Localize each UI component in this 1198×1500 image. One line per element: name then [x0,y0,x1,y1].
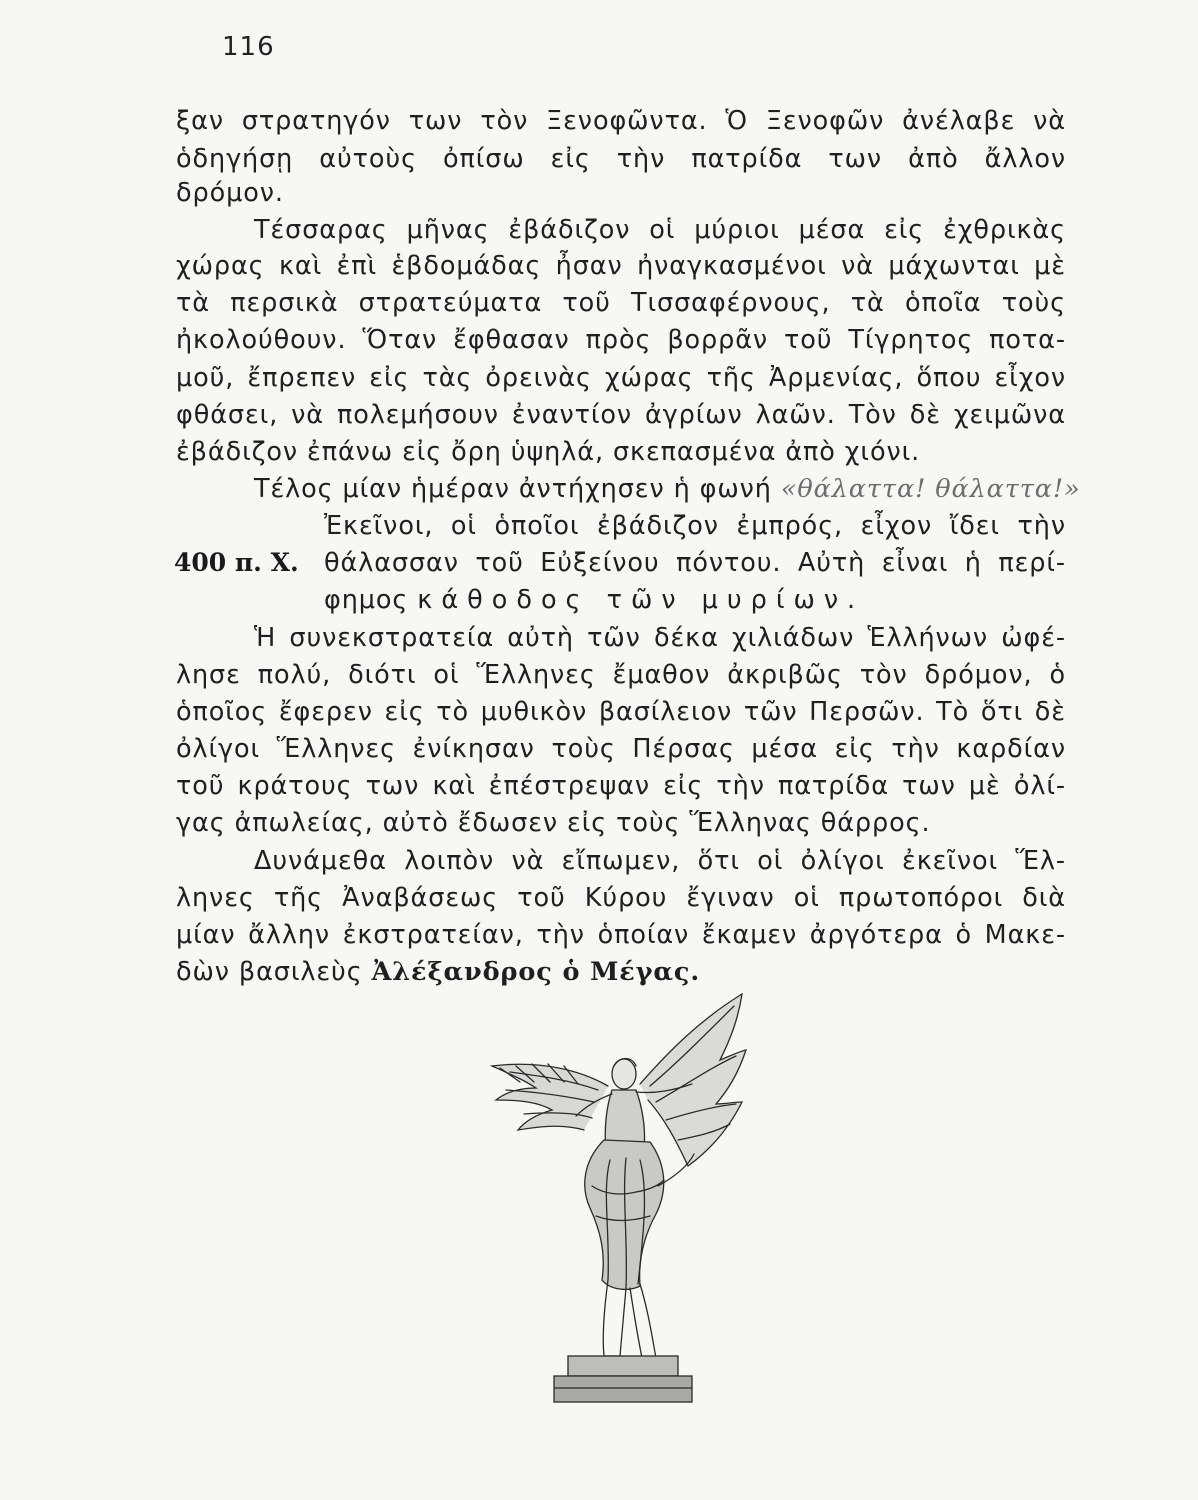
text-line: ἠκολούθουν. Ὅταν ἔφθασαν πρὸς βορρᾶν τοῦ Τίγρητος ποτα- [176,325,1066,355]
text-line: ὁδηγήσῃ αὐτοὺς ὀπίσω εἰς τὴν πατρίδα των ἀπὸ ἄλλον [176,144,1066,174]
margin-date-note: 400 π. Χ. [174,548,299,577]
text-segment: φημος [324,585,409,615]
text-line: τὰ περσικὰ στρατεύματα τοῦ Τισσαφέρνους, τὰ ὁποῖα τοὺς [176,288,1066,318]
text-line: μίαν ἄλλην ἐκστρατείαν, τὴν ὁποίαν ἔκαμεν ἀργότερα ὁ Μακε- [176,920,1066,950]
text-line: Ἐκεῖνοι, οἱ ὁποῖοι ἐβάδιζον ἐμπρός, εἶχον ἴδει τὴν [324,511,1066,541]
text-line [176,954,1066,990]
text-line: ἐβάδιζον ἐπάνω εἰς ὄρη ὑψηλά, σκεπασμένα ἀπὸ χιόνι. [176,437,921,467]
text-line: Ἡ συνεκστρατεία αὐτὴ τῶν δέκα χιλιάδων Ἑλλήνων ὠφέ- [254,623,1066,653]
text-line [324,582,1066,618]
page-number: 116 [222,32,275,62]
text-line: δρόμον. [176,178,284,208]
text-line: ξαν στρατηγόν των τὸν Ξενοφῶντα. Ὁ Ξενοφῶν ἀνέλαβε νὰ [176,106,1066,136]
winged-victory-statue-icon [480,990,760,1410]
text-line: μοῦ, ἔπρεπεν εἰς τὰς ὀρεινὰς χώρας τῆς Ἀρμενίας, ὅπου εἶχον [176,363,1066,393]
bold-name: Ἀλέξανδρος ὁ Μέγας. [371,957,701,987]
text-segment: δὼν βασιλεὺς [176,957,363,987]
text-line: λησε πολύ, διότι οἱ Ἕλληνες ἔμαθον ἀκριβῶς τὸν δρόμον, ὁ [176,660,1066,690]
text-line: Δυνάμεθα λοιπὸν νὰ εἴπωμεν, ὅτι οἱ ὀλίγοι ἐκεῖνοι Ἕλ- [254,846,1066,876]
text-line: φθάσει, νὰ πολεμήσουν ἐναντίον ἀγρίων λαῶν. Τὸν δὲ χειμῶνα [176,400,1066,430]
text-line: ὁποῖος ἔφερεν εἰς τὸ μυθικὸν βασίλειον τῶν Περσῶν. Τὸ ὅτι δὲ [176,697,1066,727]
text-line: χώρας καὶ ἐπὶ ἑβδομάδας ἦσαν ἠναγκασμένοι νὰ μάχωνται μὲ [176,251,1066,281]
spaced-emphasis: κάθοδος τῶν μυρίων. [417,585,865,615]
text-line: γας ἀπωλείας, αὐτὸ ἔδωσεν εἰς τοὺς Ἕλληνας θάρρος. [176,808,931,838]
text-line: ληνες τῆς Ἀναβάσεως τοῦ Κύρου ἔγιναν οἱ πρωτοπόροι διὰ [176,883,1066,913]
text-line [254,471,1081,507]
text-line: Τέσσαρας μῆνας ἐβάδιζον οἱ μύριοι μέσα εἰς ἐχθρικὰς [254,215,1066,245]
text-line: θάλασσαν τοῦ Εὐξείνου πόντου. Αὐτὴ εἶναι ἡ περί- [324,548,1066,578]
text-line: τοῦ κράτους των καὶ ἐπέστρεψαν εἰς τὴν πατρίδα των μὲ ὀλί- [176,771,1066,801]
text-segment: Τέλος μίαν ἡμέραν ἀντήχησεν ἡ φωνή [254,474,772,504]
italic-quote: «θάλαττα! θάλαττα!» [780,474,1081,504]
text-line: ὀλίγοι Ἕλληνες ἐνίκησαν τοὺς Πέρσας μέσα εἰς τὴν καρδίαν [176,734,1066,764]
